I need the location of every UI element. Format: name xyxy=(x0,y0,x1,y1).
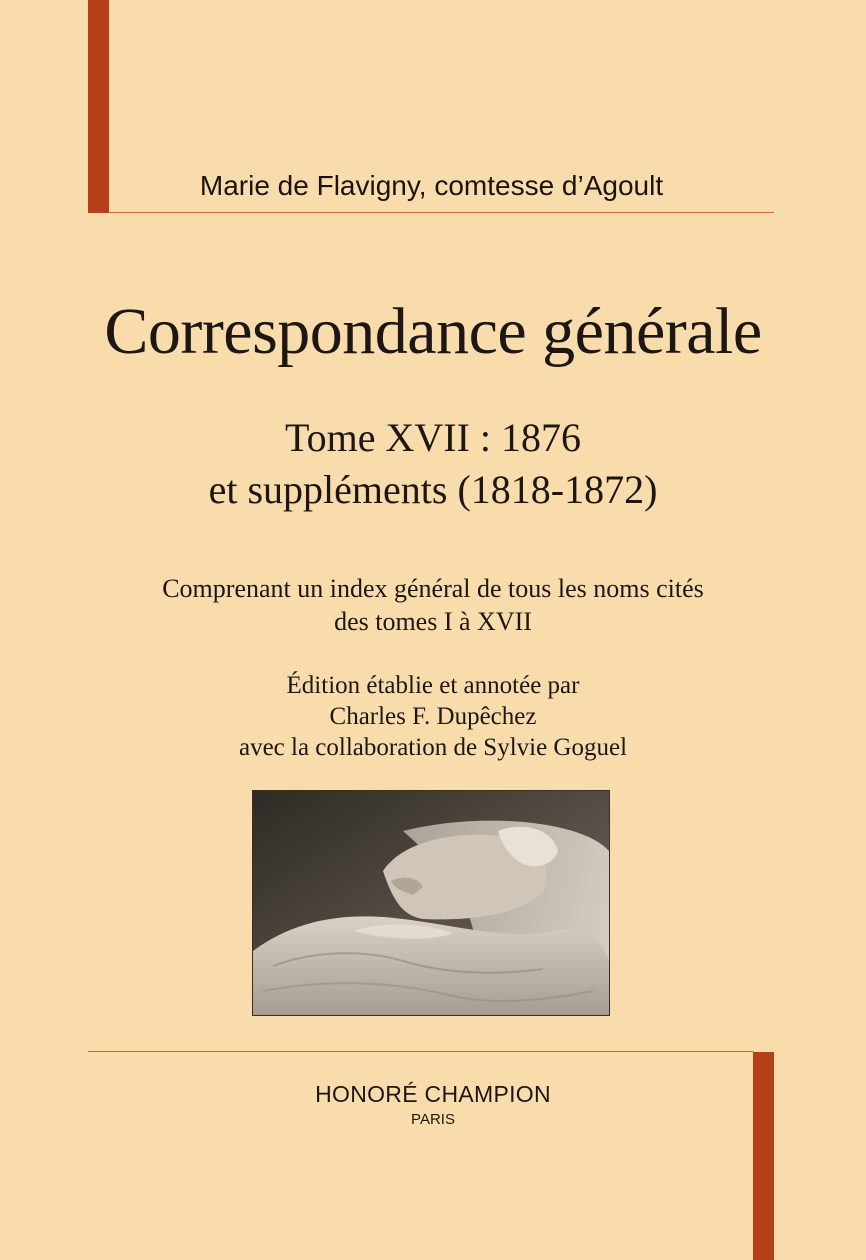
bottom-rule xyxy=(88,1051,753,1052)
collaborator-line: avec la collaboration de Sylvie Goguel xyxy=(238,734,628,761)
publisher-city: PARIS xyxy=(411,1111,455,1128)
deathbed-portrait-photo xyxy=(252,790,610,1016)
edition-line-1: Édition établie et annotée par xyxy=(286,672,580,699)
edition-credits xyxy=(0,670,866,763)
editor-name: Charles F. Dupêchez xyxy=(329,703,537,730)
index-line-1: Comprenant un index général de tous les noms cités xyxy=(162,574,704,603)
top-accent-bar xyxy=(88,0,109,213)
book-title: Correspondance générale xyxy=(104,295,762,368)
volume-line-2: et suppléments (1818-1872) xyxy=(208,467,658,512)
volume-line-1: Tome XVII : 1876 xyxy=(284,415,582,460)
index-line-2: des tomes I à XVII xyxy=(334,607,532,636)
volume-subtitle xyxy=(0,412,866,516)
index-note xyxy=(0,572,866,638)
top-rule xyxy=(109,212,774,213)
author-name: Marie de Flavigny, comtesse d’Agoult xyxy=(199,170,664,201)
publisher-name: HONORÉ CHAMPION xyxy=(315,1081,551,1107)
